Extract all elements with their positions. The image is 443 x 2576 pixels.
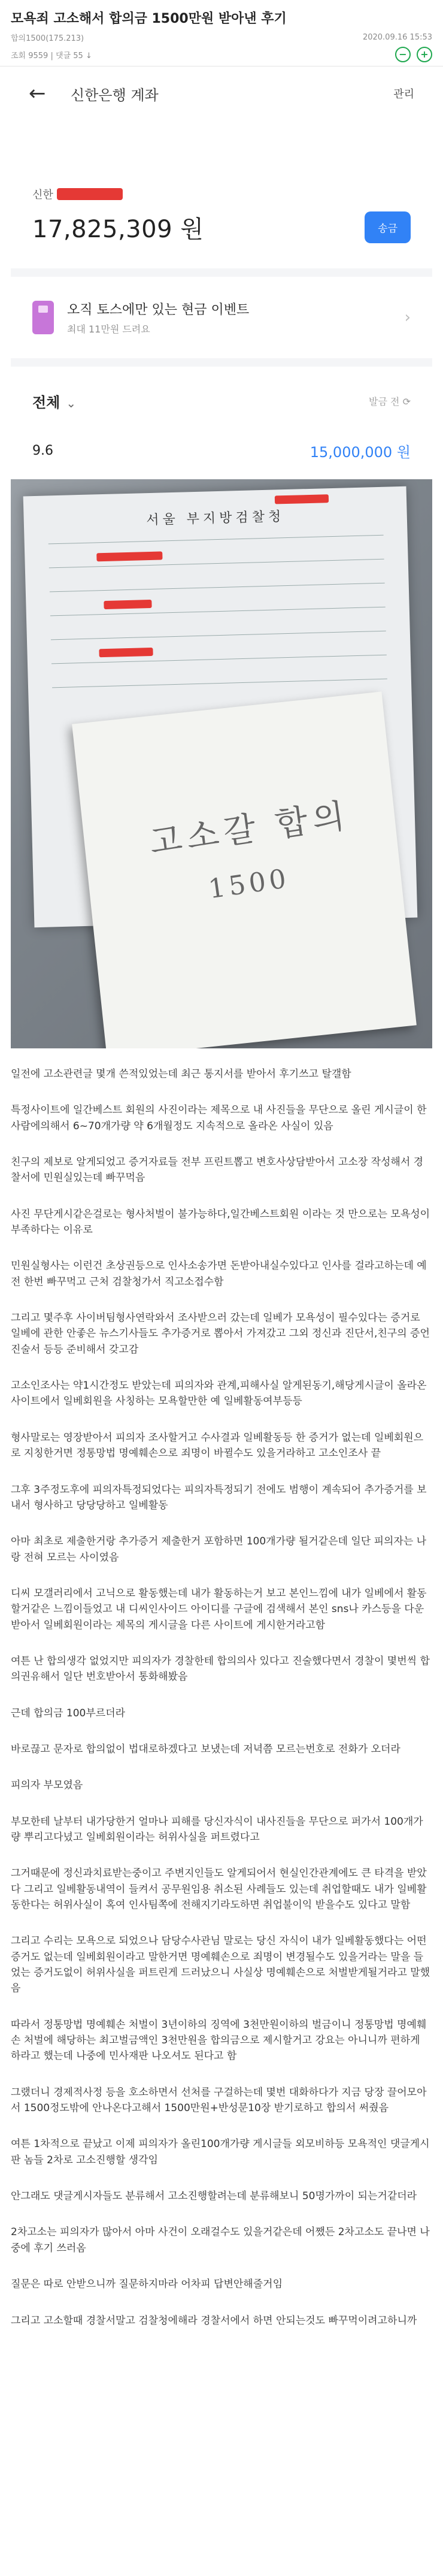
back-arrow-icon[interactable]: ← [29, 81, 46, 105]
toss-top-bar [11, 66, 432, 120]
account-balance: 17,825,309 원 [32, 216, 204, 243]
body-paragraph: 그리고 고소할때 경찰서말고 검찰청에해라 경찰서에서 하면 안되는것도 빠꾸먹이려고하니까 [11, 2314, 417, 2327]
refresh-icon: ⟳ [402, 396, 411, 407]
post-comments-link[interactable]: 댓글 55 ↓ [56, 51, 92, 61]
card-icon [32, 301, 54, 334]
toss-title: 신한은행 계좌 [71, 86, 159, 104]
event-subtitle: 최대 11만원 드려요 [67, 323, 150, 335]
transaction-filter-row [11, 367, 432, 424]
event-title: 오직 토스에만 있는 현금 이벤트 [67, 303, 250, 318]
chevron-right-icon: › [404, 309, 411, 326]
post-author-ip: (175.213) [45, 34, 84, 43]
body-paragraph: 그랬더니 경제적사정 등을 호소하면서 선처를 구걸하는데 몇번 대화하다가 지금 당장 끌어모아서 1500정도밖에 안나온다고해서 1500만원+반성문10장 받기로하고 합의서 써줬음 [11, 2086, 427, 2115]
toss-account-screen [11, 66, 432, 479]
body-paragraph: 그리고 몇주후 사이버팀형사연락와서 조사받으러 갔는데 일베가 모욕성이 필수있다는 증거로 일베에 관한 안좋은 뉴스기사들도 추가증거로 뽑아서 가져갔고 그외 정신과 진단서,친구의 증언진술서 등등 준비해서 갖고감 [11, 1312, 430, 1356]
transaction-date: 9.6 [32, 443, 53, 458]
redaction-mark [57, 188, 123, 200]
body-paragraph: 따라서 정통망법 명예훼손 처벌이 3년이하의 징역에 3천만원이하의 벌금이니 정통망법 명예훼손 처벌에 해당하는 최고벌금액인 3천만원을 합의금으로 제시할거고 강요는 아니니까 편하게 하라고 했는데 나중에 민사재판 나오셔도 된다고 함 [11, 2018, 427, 2063]
filter-dropdown[interactable]: 전체 ⌄ [32, 394, 77, 411]
body-paragraph: 그거때문에 정신과치료받는중이고 주변지인들도 알게되어서 현실인간관계에도 큰 타격을 받았다 그리고 일베활동내역이 들켜서 공무원임용 취소된 사례들도 있는데 취업할때도 내가 일베활동한다는 허위사실이 혹여 인사팀쪽에 전해지기라도하면 취업불이익 받을수도 있다고 말함 [11, 1867, 427, 1911]
post-title: 모욕죄 고소해서 합의금 1500만원 받아낸 후기 [11, 11, 287, 26]
post-body [0, 1048, 443, 2329]
post-meta-stats-row: 조회 9559 | 댓글 55 ↓ − + [11, 47, 432, 62]
manage-button[interactable]: 관리 [393, 88, 414, 101]
body-paragraph: 고소인조사는 약1시간정도 받았는데 피의자와 관계,피해사실 알게된동기,해당게시글이 올라온 사이트에서 일베회원을 사칭하는 모욕할만한 예 일베활동여부등등 [11, 1380, 427, 1408]
body-paragraph: 근데 합의금 100부르더라 [11, 1707, 126, 1719]
body-paragraph: 부모한테 날부터 내가당한거 얼마나 피해를 당신자식이 내사진들을 무단으로 퍼가서 100개가량 뿌리고다녔고 일베회원이라는 허위사실을 퍼트렸다고 [11, 1815, 423, 1843]
body-paragraph: 2차고소는 피의자가 많아서 아마 사건이 오래걸수도 있을거같은데 어쨌든 2차고소도 끝나면 나중에 후기 쓰러옴 [11, 2226, 430, 2254]
body-paragraph: 여튼 1차적으로 끝났고 이제 피의자가 올린100개가량 게시글들 외모비하등 모욕적인 댓글게시판 놈들 2차로 고소진행할 생각임 [11, 2138, 430, 2166]
bank-name: 신한 [32, 186, 411, 202]
chevron-down-icon: ⌄ [66, 396, 77, 410]
post-author[interactable]: 합의1500 [11, 34, 46, 43]
post-meta-author-row [11, 32, 432, 43]
chevron-down-icon: ↓ [85, 51, 92, 61]
body-paragraph: 여튼 난 합의생각 없었지만 피의자가 경찰한테 합의의사 있다고 진술했다면서 경찰이 몇번씩 합의권유해서 일단 번호받아서 통화해봤음 [11, 1655, 430, 1683]
body-paragraph: 형사말로는 영장받아서 피의자 조사할거고 수사결과 일베활동등 한 증거가 없는데 일베회원으로 지칭한거면 정통망법 명예훼손으로 죄명이 바뀔수도 있을거라하고 고소인조사 끝 [11, 1431, 424, 1460]
body-paragraph: 그리고 수리는 모욕으로 되었으나 담당수사관님 말로는 당신 자식이 내가 일베활동했다는 어떤증거도 없는데 일베회원이라고 말한거면 명예훼손으로 죄명이 변경될수도 있을거라는 말을 들었는 증거도없이 허위사실을 퍼트린게 드러났으니 사실상 명예훼손으로 처벌받게될거라고 말했음 [11, 1935, 430, 1995]
body-paragraph: 아마 최초로 제출한거랑 추가증거 제출한거 포함하면 100개가량 될거같은데 일단 피의자는 나랑 전혀 모르는 사이였음 [11, 1535, 427, 1564]
body-paragraph: 민원실형사는 이런건 초상권등으로 인사소송가면 돈받아내실수있다고 인사를 걸라고하는데 예전 한번 빠꾸먹고 근처 검찰청가서 직고소접수함 [11, 1260, 427, 1288]
post-date: 2020.09.16 15:53 [362, 33, 432, 42]
redaction-mark [99, 648, 153, 657]
account-summary [11, 120, 432, 268]
redaction-mark [275, 494, 329, 504]
envelope-amount: 1500 [207, 863, 292, 905]
body-paragraph: 친구의 제보로 알게되었고 증거자료들 전부 프린트뽑고 변호사상담받아서 고소장 작성해서 경찰서에 민원실있는데 빠꾸먹음 [11, 1156, 424, 1184]
body-paragraph: 그후 3주정도후에 피의자특정되었다는 피의자특정되기 전에도 범행이 계속되어 추가증거를 보내서 형사하고 당당당하고 일베활동 [11, 1483, 427, 1511]
zoom-out-icon[interactable]: − [395, 47, 411, 62]
redaction-mark [104, 600, 151, 609]
section-divider [11, 268, 432, 277]
screenshot-embed [0, 66, 443, 479]
body-paragraph: 디씨 모갤러리에서 고닉으로 활동했는데 내가 활동하는거 보고 본인느낌에 내가 일베에서 활동할거같은 느낌이들었고 내 디씨인사이드 아이디를 구글에 검색해서 본인 sns나 카스등을 다운받아서 일베회원이라는 제목의 게시글을 다른 사이트에 게시한거라고함 [11, 1587, 427, 1631]
body-paragraph: 특정사이트에 일간베스트 회원의 사진이라는 제목으로 내 사진들을 무단으로 올린 게시글이 한 사람에의해서 6~70개가량 약 6개월정도 지속적으로 올라온 사실이 있음 [11, 1104, 427, 1132]
envelope-handwriting: 고소갈 합의 [147, 796, 352, 863]
body-paragraph: 질문은 따로 안받으니까 질문하지마라 어차피 답변안해줄거임 [11, 2278, 283, 2291]
refresh-label[interactable]: 발금 전 ⟳ [369, 396, 411, 407]
transaction-amount: 15,000,000 원 [310, 444, 411, 461]
zoom-in-icon[interactable]: + [417, 47, 432, 62]
event-banner[interactable] [11, 277, 432, 358]
body-paragraph: 안그래도 댓글게시자들도 분류해서 고소진행할려는데 분류해보니 50명가까이 되는거같더라 [11, 2190, 417, 2203]
body-paragraph: 사진 무단게시같은걸로는 형사처벌이 불가능하다,일간베스트회원 이라는 것 만으로는 모욕성이 부족하다는 이유로 [11, 1208, 430, 1236]
send-button[interactable]: 송금 [365, 211, 411, 243]
redaction-mark [96, 551, 162, 561]
body-paragraph: 바로끊고 문자로 합의없이 법대로하겠다고 보냈는데 저녁쯤 모르는번호로 전화가 오더라 [11, 1743, 400, 1755]
document-title: 서울 부지방검찰청 [145, 509, 285, 528]
transaction-row[interactable] [11, 424, 432, 479]
settlement-photo [11, 479, 432, 1048]
body-paragraph: 피의자 부모였음 [11, 1779, 83, 1792]
post-header [0, 0, 443, 66]
body-paragraph: 일전에 고소관련글 몇개 쓴적있었는데 최근 통지서를 받아서 후기쓰고 탈갤함 [11, 1068, 351, 1080]
section-divider [11, 358, 432, 367]
post-views: 조회 9559 [11, 51, 48, 61]
